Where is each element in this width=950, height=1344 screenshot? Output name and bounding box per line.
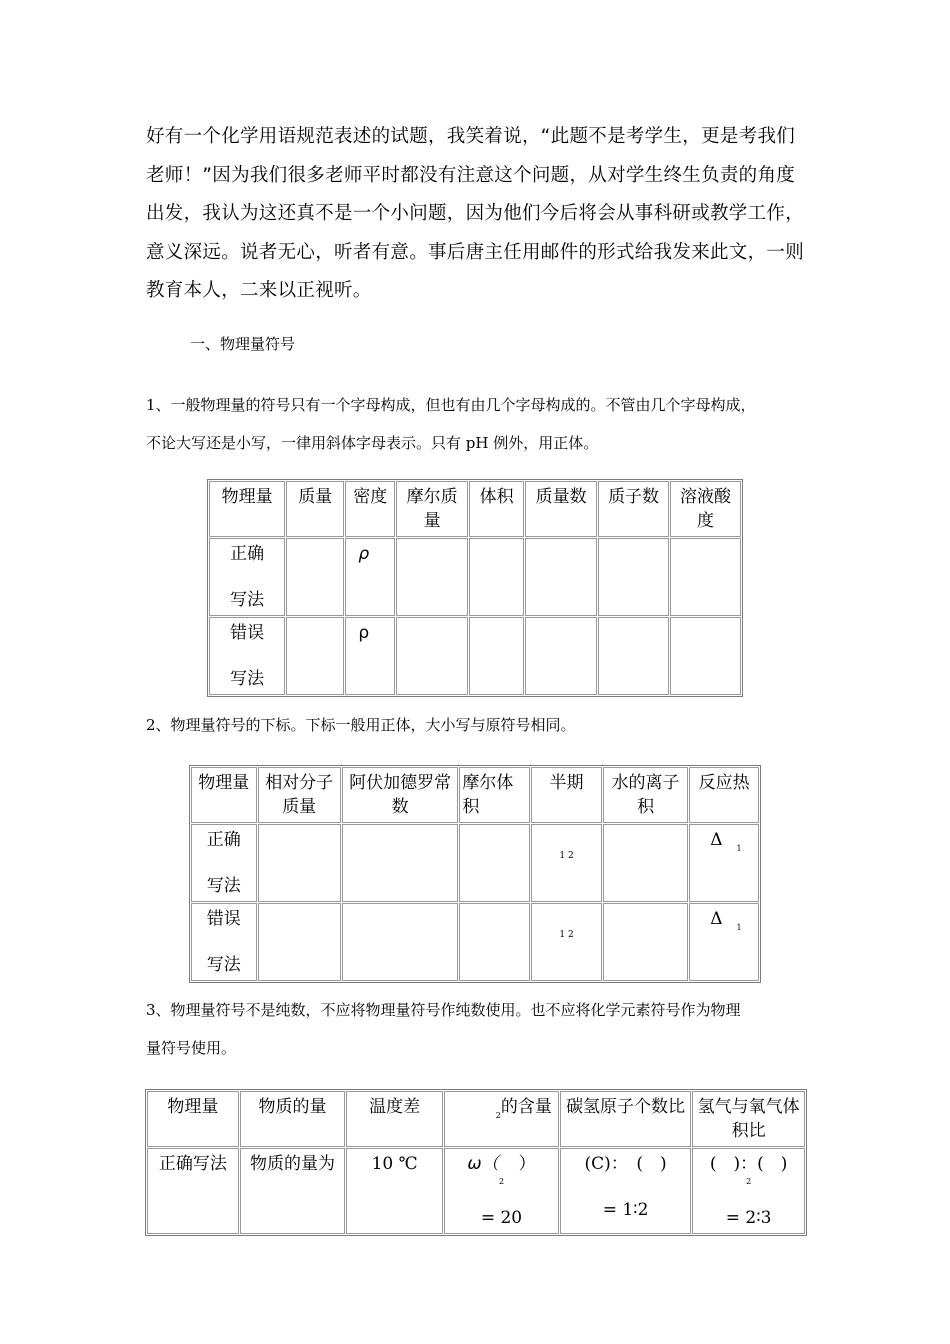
table-cell xyxy=(469,617,524,695)
table-cell xyxy=(689,903,759,981)
row-label: 正确写法 xyxy=(147,1148,239,1234)
table-cell xyxy=(459,903,530,981)
table-cell xyxy=(531,903,602,981)
table-cell xyxy=(525,538,597,616)
row-label-bottom: 写法 xyxy=(206,955,241,975)
header-cell: 溶液酸度 xyxy=(670,481,741,537)
header-cell: 物理量 xyxy=(191,767,257,823)
table-cell xyxy=(531,824,602,902)
table-cell xyxy=(258,824,341,902)
volume-expression: ( )：( ) xyxy=(709,1154,788,1174)
usage-table xyxy=(145,1089,807,1236)
header-cell: 质量 xyxy=(286,481,344,537)
header-cell: 氢气与氧气体积比 xyxy=(692,1091,805,1147)
rule-3 xyxy=(146,996,806,1062)
ratio-expression: (C)： ( ) xyxy=(584,1154,667,1174)
table-cell xyxy=(258,903,341,981)
close-paren: ） xyxy=(518,1154,536,1174)
header-cell: 摩尔体积 xyxy=(459,767,530,823)
intro-paragraph xyxy=(146,118,806,311)
header-cell: 质量数 xyxy=(525,481,597,537)
half-life-subscript: 1 2 xyxy=(559,851,574,861)
delta-symbol: Δ xyxy=(710,909,723,929)
intro-line: 好有一个化学用语规范表述的试题，我笑着说，“此题不是考学生，更是考我们 xyxy=(146,126,796,147)
header-cell: 反应热 xyxy=(689,767,759,823)
content-subscript: 2 xyxy=(498,1177,505,1186)
row-label xyxy=(191,903,257,981)
header-cell: 物理量 xyxy=(147,1091,239,1147)
delta-subscript: 1 xyxy=(736,844,742,853)
header-cell: 碳氢原子个数比 xyxy=(560,1091,691,1147)
density-symbol: ρ xyxy=(358,623,370,643)
table-cell xyxy=(603,903,688,981)
table-cell xyxy=(459,824,530,902)
rule-3-line: 3、物理量符号不是纯数，不应将物理量符号作纯数使用。也不应将化学元素符号作为物理 xyxy=(146,1001,741,1019)
density-symbol: ρ xyxy=(358,544,370,564)
table-cell xyxy=(396,538,468,616)
table-cell xyxy=(692,1148,805,1234)
header-cell: 体积 xyxy=(469,481,524,537)
table-cell xyxy=(286,538,344,616)
table-cell xyxy=(560,1148,691,1234)
header-subscript: 2 xyxy=(495,1111,501,1120)
subscript-table xyxy=(189,765,761,983)
section-heading: 一、物理量符号 xyxy=(190,335,296,353)
header-cell: 水的离子积 xyxy=(603,767,688,823)
table-cell xyxy=(689,824,759,902)
content-value: = 20 xyxy=(480,1208,523,1228)
rule-1-line: 1、一般物理量的符号只有一个字母构成，但也有由几个字母构成的。不管由几个字母构成， xyxy=(146,396,756,414)
rule-1 xyxy=(146,391,806,457)
header-text: 的含量 xyxy=(500,1097,552,1117)
row-label-bottom: 写法 xyxy=(230,669,265,689)
header-cell: 温度差 xyxy=(346,1091,443,1147)
table-cell xyxy=(444,1148,559,1234)
row-label-bottom: 写法 xyxy=(206,876,241,896)
table-cell xyxy=(670,617,741,695)
table-cell xyxy=(396,617,468,695)
row-label xyxy=(191,824,257,902)
rule-3-line: 量符号使用。 xyxy=(146,1039,237,1057)
table-cell xyxy=(670,538,741,616)
table-cell xyxy=(345,617,395,695)
header-cell: 相对分子质量 xyxy=(258,767,341,823)
table-cell: 物质的量为 xyxy=(240,1148,345,1234)
half-life-subscript: 1 2 xyxy=(559,930,574,940)
header-cell: 摩尔质量 xyxy=(396,481,468,537)
volume-subscript: 2 xyxy=(746,1177,752,1186)
ratio-value: = 1∶2 xyxy=(602,1200,649,1220)
delta-subscript: 1 xyxy=(736,923,742,932)
intro-line: 老师！”因为我们很多老师平时都没有注意这个问题，从对学生终生负责的角度 xyxy=(146,164,796,186)
table-cell xyxy=(469,538,524,616)
row-label-top: 正确 xyxy=(206,830,241,850)
table-cell xyxy=(525,617,597,695)
header-cell xyxy=(444,1091,559,1147)
table-cell xyxy=(603,824,688,902)
row-label-top: 错误 xyxy=(230,623,265,643)
volume-value: = 2∶3 xyxy=(725,1208,772,1228)
table-cell xyxy=(342,824,459,902)
header-cell: 物理量 xyxy=(209,481,285,537)
symbol-table xyxy=(207,479,743,697)
header-cell: 阿伏加德罗常数 xyxy=(342,767,459,823)
header-cell: 密度 xyxy=(345,481,395,537)
intro-line: 出发，我认为这还真不是一个小问题，因为他们今后将会从事科研或教学工作， xyxy=(146,203,805,224)
table-cell xyxy=(345,538,395,616)
row-label-bottom: 写法 xyxy=(230,590,265,610)
rule-2: 2、物理量符号的下标。下标一般用正体，大小写与原符号相同。 xyxy=(146,716,576,734)
mass-fraction-symbol: ω（ xyxy=(467,1154,499,1174)
header-cell: 物质的量 xyxy=(240,1091,345,1147)
header-cell: 质子数 xyxy=(598,481,669,537)
row-label-top: 错误 xyxy=(206,909,241,929)
table-cell xyxy=(598,538,669,616)
rule-1-line: 不论大写还是小写，一律用斜体字母表示。只有 pH 例外，用正体。 xyxy=(146,434,599,452)
row-label xyxy=(209,538,285,616)
intro-line: 意义深远。说者无心，听者有意。事后唐主任用邮件的形式给我发来此文，一则 xyxy=(146,241,805,263)
delta-symbol: Δ xyxy=(710,830,723,850)
intro-line: 教育本人，二来以正视听。 xyxy=(146,280,372,301)
header-cell: 半期 xyxy=(531,767,602,823)
table-cell xyxy=(342,903,459,981)
row-label xyxy=(209,617,285,695)
table-cell: 10 ℃ xyxy=(346,1148,443,1234)
row-label-top: 正确 xyxy=(230,544,265,564)
table-cell xyxy=(598,617,669,695)
table-cell xyxy=(286,617,344,695)
